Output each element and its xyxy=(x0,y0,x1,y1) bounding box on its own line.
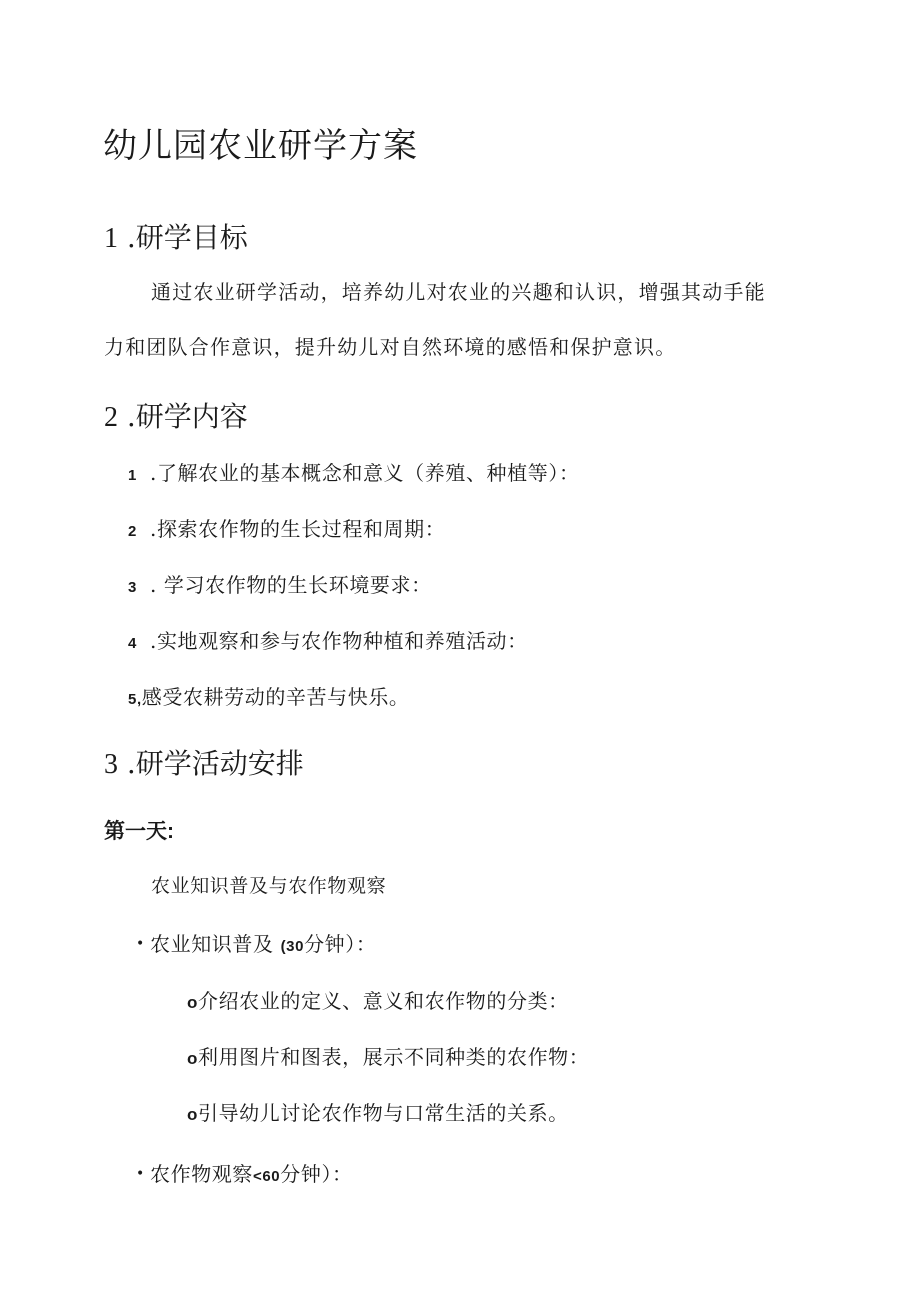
section-number: 2 xyxy=(104,402,118,433)
section-heading-content xyxy=(104,395,248,435)
bullet-item xyxy=(136,1158,353,1187)
item-number: 4 xyxy=(128,635,137,652)
section-title: .研学活动安排 xyxy=(126,747,304,780)
bullet-duration: <60 xyxy=(253,1168,281,1185)
item-number: 3 xyxy=(128,579,137,596)
sub-text: 引导幼儿讨论农作物与口常生活的关系。 xyxy=(197,1101,569,1125)
item-text: .实地观察和参与农作物种植和养殖活动： xyxy=(150,629,528,653)
bullet-text: 农作物观察 xyxy=(150,1162,253,1186)
item-text: .了解农业的基本概念和意义（养殖、种植等）： xyxy=(150,461,580,485)
item-text: . 学习农作物的生长环境要求： xyxy=(150,573,432,597)
bullet-duration: (30 xyxy=(280,938,305,955)
content-item xyxy=(128,513,445,542)
section-title: .研学内容 xyxy=(126,400,248,433)
section-number: 3 xyxy=(104,749,118,780)
day-theme: 农业知识普及与农作物观察 xyxy=(151,875,387,897)
item-number: 2 xyxy=(128,523,137,540)
section-title: .研学目标 xyxy=(126,221,248,254)
goal-paragraph-line: 通过农业研学活动，培养幼儿对农业的兴趣和认识，增强其动手能 xyxy=(151,280,766,304)
sub-text: 利用图片和图表，展示不同种类的农作物： xyxy=(197,1045,590,1069)
item-number: 1 xyxy=(128,467,137,484)
page-title: 幼儿园农业研学方案 xyxy=(103,126,418,166)
sub-item xyxy=(187,1041,589,1070)
sub-item xyxy=(187,985,569,1014)
bullet-dot: • xyxy=(136,1166,145,1182)
content-item xyxy=(128,681,410,710)
bullet-suffix: 分钟）： xyxy=(280,1162,353,1186)
day-label: 第一天: xyxy=(104,820,174,843)
bullet-text: 农业知识普及 xyxy=(150,932,274,956)
sub-text: 介绍农业的定义、意义和农作物的分类： xyxy=(197,989,569,1013)
bullet-dot: • xyxy=(136,936,145,952)
section-heading-schedule xyxy=(104,742,304,782)
sub-item xyxy=(187,1097,569,1126)
sub-bullet: o xyxy=(187,993,198,1012)
item-text: 感受农耕劳动的辛苦与快乐。 xyxy=(141,685,410,709)
bullet-suffix: 分钟）： xyxy=(304,932,377,956)
content-item xyxy=(128,457,580,486)
sub-bullet: o xyxy=(187,1049,198,1068)
goal-paragraph-line: 力和团队合作意识，提升幼儿对自然环境的感悟和保护意识。 xyxy=(104,335,677,359)
section-heading-goal xyxy=(104,216,248,256)
sub-bullet: o xyxy=(187,1105,198,1124)
section-number: 1 xyxy=(104,223,118,254)
bullet-item xyxy=(136,928,376,957)
item-text: .探索农作物的生长过程和周期： xyxy=(150,517,446,541)
content-item xyxy=(128,569,432,598)
item-number: 5, xyxy=(128,691,142,708)
content-item xyxy=(128,625,528,654)
